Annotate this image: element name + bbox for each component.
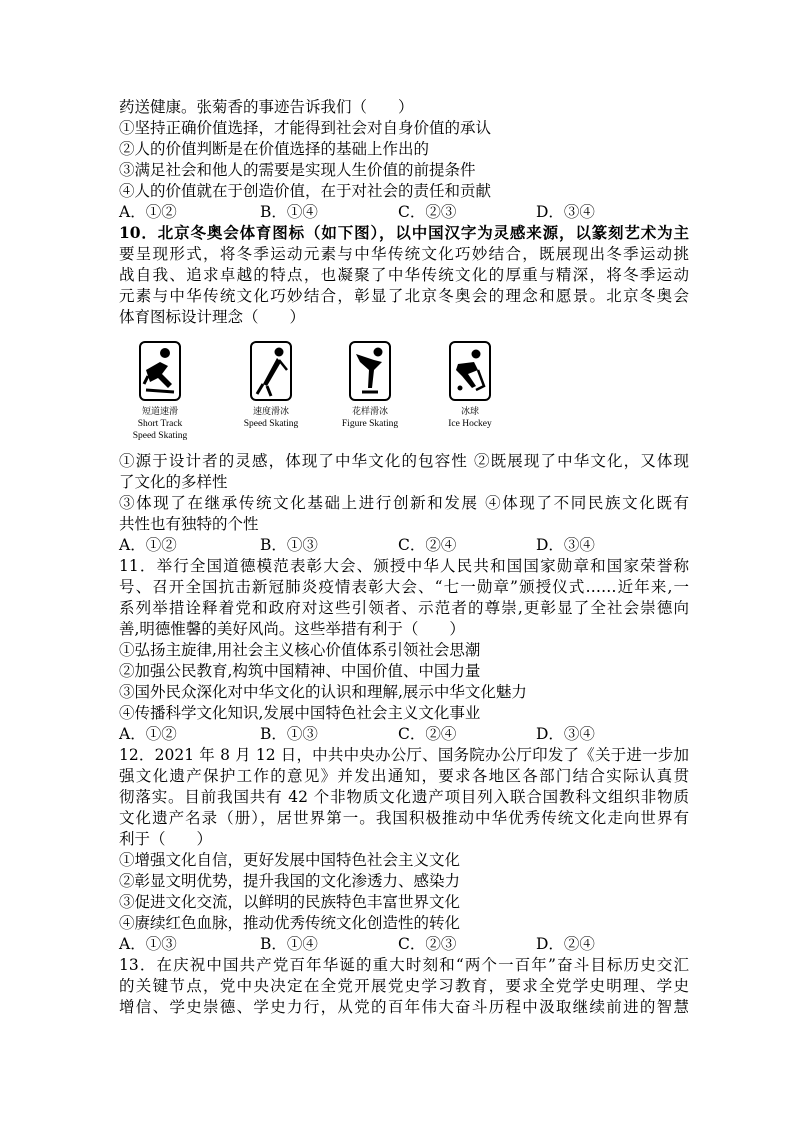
pictogram-figure-skating bbox=[315, 336, 425, 444]
q13-stem-line-2: 的关键节点，党中央决定在全党开展党史学习教育，要求全党学史明理、学史 bbox=[119, 977, 689, 995]
q9-options bbox=[119, 202, 689, 223]
q12-stem-line-5: 利于（ ） bbox=[119, 830, 213, 848]
short-track-skater-icon bbox=[138, 340, 182, 402]
ice-hockey-en: Ice Hockey bbox=[448, 419, 492, 429]
q11-stem-line-4: 善,明德惟馨的美好风尚。这些举措有利于（ ） bbox=[119, 620, 465, 638]
figure-skating-en: Figure Skating bbox=[341, 419, 399, 429]
q9-statement-1: ①坚持正确价值选择，才能得到社会对自身价值的承认 bbox=[119, 119, 492, 137]
q13-stem-line-1: 13．在庆祝中国共产党百年华诞的重大时刻和“两个一百年”奋斗目标历史交汇 bbox=[119, 956, 689, 974]
q10-stem-line-3: 战自我、追求卓越的特点，也凝聚了中华传统文化的厚重与精深，将冬季运动 bbox=[119, 266, 689, 284]
q10-stem-line-1: 10．北京冬奥会体育图标（如下图），以中国汉字为灵感来源，以篆刻艺术为主 bbox=[119, 223, 689, 242]
q9-option-c[interactable]: C．②③ bbox=[398, 203, 457, 221]
q12-statement-2: ②彰显文明优势，提升我国的文化渗透力、感染力 bbox=[119, 872, 461, 890]
q10-statement-line-2: 了文化的多样性 bbox=[119, 473, 228, 491]
short-track-en-2: Speed Skating bbox=[132, 431, 188, 441]
q12-stem-line-3: 彻落实。目前我国共有 42 个非物质文化遗产项目列入联合国教科文组织非物质 bbox=[119, 788, 689, 806]
q9-option-a[interactable]: A．①② bbox=[119, 203, 177, 221]
q11-option-b[interactable]: B．①③ bbox=[260, 725, 318, 743]
short-track-en-1: Short Track bbox=[137, 419, 183, 429]
q12-option-a[interactable]: A．①③ bbox=[119, 935, 177, 953]
q12-statement-4: ④赓续红色血脉，推动优秀传统文化创造性的转化 bbox=[119, 914, 461, 932]
figure-skating-cn: 花样滑冰 bbox=[351, 407, 388, 417]
q9-option-b[interactable]: B．①④ bbox=[260, 203, 318, 221]
q11-statement-3: ③国外民众深化对中华文化的认识和理解,展示中华文化魅力 bbox=[119, 683, 527, 701]
q10-option-a[interactable]: A．①② bbox=[119, 536, 177, 554]
q11-statement-1: ①弘扬主旋律,用社会主义核心价值体系引领社会思潮 bbox=[119, 641, 481, 659]
olympic-pictograms bbox=[132, 336, 540, 444]
q12-option-c[interactable]: C．②③ bbox=[398, 935, 457, 953]
q10-option-b[interactable]: B．①③ bbox=[260, 536, 318, 554]
pictogram-ice-hockey bbox=[415, 336, 525, 444]
q12-option-d[interactable]: D．②④ bbox=[536, 935, 595, 953]
q9-statement-3: ③满足社会和他人的需要是实现人生价值的前提条件 bbox=[119, 161, 476, 179]
q12-stem-line-1: 12．2021 年 8 月 12 日，中共中央办公厅、国务院办公厅印发了《关于进一步加 bbox=[119, 746, 689, 764]
q10-statement-line-4: 共性也有独特的个性 bbox=[119, 515, 259, 533]
q9-statement-2: ②人的价值判断是在价值选择的基础上作出的 bbox=[119, 140, 430, 158]
q11-option-d[interactable]: D．③④ bbox=[536, 725, 595, 743]
speed-skater-icon bbox=[249, 340, 293, 402]
q12-option-b[interactable]: B．①④ bbox=[260, 935, 318, 953]
q10-options bbox=[119, 535, 689, 556]
q11-option-c[interactable]: C．②④ bbox=[398, 725, 457, 743]
ice-hockey-cn: 冰球 bbox=[460, 407, 479, 417]
pictogram-short-track bbox=[105, 336, 215, 444]
q9-statement-4: ④人的价值就在于创造价值，在于对社会的责任和贡献 bbox=[119, 182, 492, 200]
q12-statement-1: ①增强文化自信，更好发展中国特色社会主义文化 bbox=[119, 851, 461, 869]
q11-stem-line-2: 号、召开全国抗击新冠肺炎疫情表彰大会、“七一勋章”颁授仪式……近年来,一 bbox=[119, 578, 689, 596]
q9-line-1: 药送健康。张菊香的事迹告诉我们（ ） bbox=[119, 98, 414, 116]
q11-statement-2: ②加强公民教育,构筑中国精神、中国价值、中国力量 bbox=[119, 662, 481, 680]
speed-skating-cn: 速度滑冰 bbox=[252, 407, 289, 417]
q11-option-a[interactable]: A．①② bbox=[119, 725, 177, 743]
q12-stem-line-4: 文化遗产名录（册），居世界第一。我国积极推动中华优秀传统文化走向世界有 bbox=[119, 809, 689, 827]
q11-stem-line-3: 系列举措诠释着党和政府对这些引领者、示范者的尊崇,更彰显了全社会崇德向 bbox=[119, 599, 689, 617]
speed-skating-en: Speed Skating bbox=[243, 419, 299, 429]
q12-statement-3: ③促进文化交流，以鲜明的民族特色丰富世界文化 bbox=[119, 893, 461, 911]
q10-stem-line-5: 体育图标设计理念（ ） bbox=[119, 308, 306, 326]
q11-statement-4: ④传播科学文化知识,发展中国特色社会主义文化事业 bbox=[119, 704, 481, 722]
short-track-cn: 短道速滑 bbox=[141, 407, 178, 417]
q10-stem-line-4: 元素与中华传统文化巧妙结合，彰显了北京冬奥会的理念和愿景。北京冬奥会 bbox=[119, 287, 689, 305]
q13-stem-line-3: 增信、学史崇德、学史力行，从党的百年伟大奋斗历程中汲取继续前进的智慧 bbox=[119, 998, 689, 1016]
q10-statement-line-3: ③体现了在继承传统文化基础上进行创新和发展 ④体现了不同民族文化既有 bbox=[119, 494, 689, 512]
q9-option-d[interactable]: D．③④ bbox=[536, 203, 595, 221]
figure-skater-icon bbox=[348, 340, 392, 402]
q10-stem-line-2: 要呈现形式，将冬季运动元素与中华传统文化巧妙结合，既展现出冬季运动挑 bbox=[119, 245, 689, 263]
q11-options bbox=[119, 724, 689, 745]
q12-stem-line-2: 强文化遗产保护工作的意见》并发出通知，要求各地区各部门结合实际认真贯 bbox=[119, 767, 689, 785]
q10-option-c[interactable]: C．②④ bbox=[398, 536, 457, 554]
pictogram-speed-skating bbox=[216, 336, 326, 444]
q11-stem-line-1: 11．举行全国道德模范表彰大会、颁授中华人民共和国国家勋章和国家荣誉称 bbox=[119, 557, 689, 575]
q10-option-d[interactable]: D．③④ bbox=[536, 536, 595, 554]
q10-statement-line-1: ①源于设计者的灵感，体现了中华文化的包容性 ②既展现了中华文化，又体现 bbox=[119, 452, 689, 470]
q12-options bbox=[119, 934, 689, 955]
hockey-player-icon bbox=[448, 340, 492, 402]
